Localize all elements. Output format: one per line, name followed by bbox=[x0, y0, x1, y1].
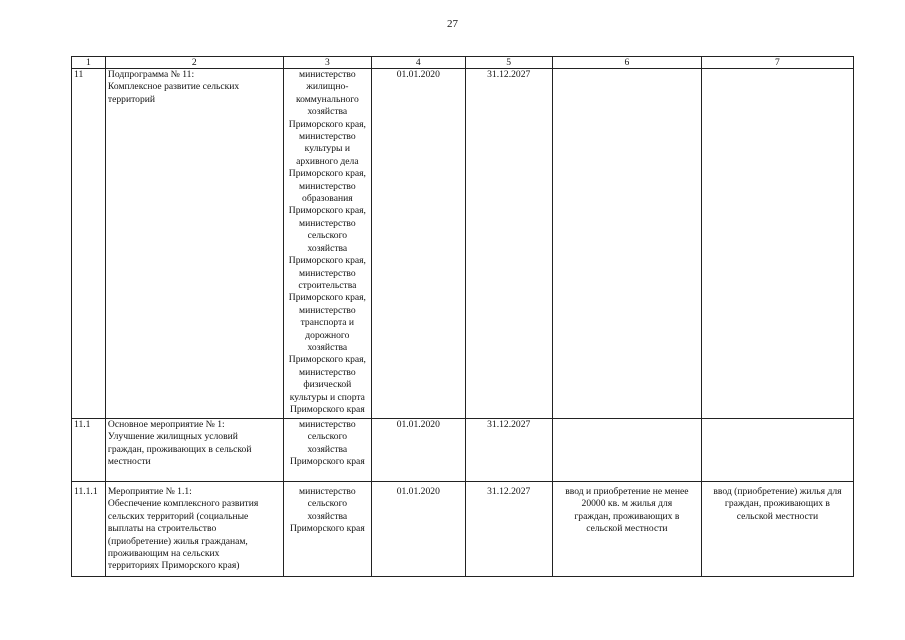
executor-line: министерство bbox=[299, 486, 356, 497]
header-cell-7: 7 bbox=[701, 57, 853, 69]
activity-name-cell bbox=[105, 69, 283, 419]
executor-line: министерство bbox=[299, 180, 356, 192]
executor-line: коммунального bbox=[295, 93, 359, 105]
executor-line: министерство bbox=[299, 217, 356, 229]
row-number-cell bbox=[72, 482, 106, 577]
start-date-text: 01.01.2020 bbox=[396, 486, 440, 497]
expected-result-cell bbox=[552, 69, 701, 419]
table-row bbox=[72, 69, 854, 419]
executor-line: транспорта и bbox=[300, 317, 355, 329]
row-number-text: 11.1.1 bbox=[74, 486, 98, 497]
activity-name-line: территориях Приморского края) bbox=[107, 560, 240, 572]
expected-result-cell bbox=[552, 419, 701, 482]
executor-line: хозяйства bbox=[307, 242, 348, 254]
header-row bbox=[72, 57, 854, 69]
indicator-link-cell bbox=[701, 482, 853, 577]
activity-name-line: выплаты на строительство bbox=[107, 523, 217, 535]
activity-name-line: граждан, проживающих в сельской bbox=[107, 443, 252, 455]
executor-line: хозяйства bbox=[307, 443, 348, 455]
executor-line: Приморского края, bbox=[288, 255, 366, 267]
header-cell-5: 5 bbox=[465, 57, 552, 69]
executor-cell bbox=[283, 419, 371, 482]
executor-line: министерство bbox=[299, 366, 356, 378]
start-date-cell bbox=[372, 482, 466, 577]
indicator-link-line: граждан, проживающих в bbox=[724, 498, 830, 510]
executor-line: Приморского края bbox=[289, 456, 365, 468]
executor-line: хозяйства bbox=[307, 341, 348, 353]
table-body bbox=[72, 69, 854, 577]
activity-name-line: Улучшение жилищных условий bbox=[107, 431, 238, 443]
indicator-link-cell bbox=[701, 419, 853, 482]
page-number: 27 bbox=[447, 18, 458, 30]
executor-line: Приморского края bbox=[289, 523, 365, 535]
activity-name-line: территорий bbox=[107, 93, 156, 105]
activity-name-line: Обеспечение комплексного развития bbox=[107, 498, 259, 510]
executor-line: Приморского края, bbox=[288, 205, 366, 217]
activity-name-line: местности bbox=[107, 456, 151, 468]
table-row bbox=[72, 419, 854, 482]
executor-line: министерство bbox=[299, 131, 356, 143]
end-date-cell bbox=[465, 419, 552, 482]
activity-name-line: Мероприятие № 1.1: bbox=[107, 486, 192, 497]
activity-name-line: проживающим на сельских bbox=[107, 548, 220, 560]
executor-cell bbox=[283, 69, 371, 419]
executor-line: физической bbox=[303, 379, 352, 391]
end-date-text: 31.12.2027 bbox=[487, 69, 531, 80]
expected-result-line: 20000 кв. м жилья для bbox=[581, 498, 673, 510]
executor-line: министерство bbox=[299, 304, 356, 316]
activity-name-line: Основное мероприятие № 1: bbox=[107, 419, 225, 430]
expected-result-line: граждан, проживающих в bbox=[574, 510, 680, 522]
header-cell-2: 2 bbox=[105, 57, 283, 69]
executor-line: культуры и спорта bbox=[289, 391, 365, 403]
executor-line: Приморского края bbox=[289, 403, 365, 415]
start-date-cell bbox=[372, 69, 466, 419]
row-number-cell bbox=[72, 419, 106, 482]
executor-line: министерство bbox=[299, 267, 356, 279]
header-cell-3: 3 bbox=[283, 57, 371, 69]
row-number-text: 11.1 bbox=[74, 419, 91, 430]
start-date-cell bbox=[372, 419, 466, 482]
executor-line: сельского bbox=[307, 230, 348, 242]
indicator-link-cell bbox=[701, 69, 853, 419]
executor-line: сельского bbox=[307, 498, 348, 510]
table-row bbox=[72, 482, 854, 577]
executor-line: Приморского края, bbox=[288, 354, 366, 366]
executor-line: Приморского края, bbox=[288, 168, 366, 180]
activity-name-cell bbox=[105, 419, 283, 482]
activity-name-cell bbox=[105, 482, 283, 577]
executor-line: дорожного bbox=[305, 329, 350, 341]
executor-line: министерство bbox=[299, 419, 356, 430]
activity-name-line: сельских территорий (социальные bbox=[107, 510, 249, 522]
executor-line: Приморского края, bbox=[288, 118, 366, 130]
start-date-text: 01.01.2020 bbox=[396, 69, 440, 80]
executor-cell bbox=[283, 482, 371, 577]
executor-line: культуры и bbox=[304, 143, 351, 155]
activity-name-line: Комплексное развитие сельских bbox=[107, 81, 240, 93]
executor-line: хозяйства bbox=[307, 106, 348, 118]
program-table bbox=[71, 56, 854, 577]
expected-result-cell bbox=[552, 482, 701, 577]
header-cell-1: 1 bbox=[72, 57, 106, 69]
activity-name-line: (приобретение) жилья гражданам, bbox=[107, 535, 248, 547]
header-cell-6: 6 bbox=[552, 57, 701, 69]
executor-line: хозяйства bbox=[307, 510, 348, 522]
end-date-text: 31.12.2027 bbox=[487, 419, 531, 430]
end-date-text: 31.12.2027 bbox=[487, 486, 531, 497]
end-date-cell bbox=[465, 482, 552, 577]
activity-name-line: Подпрограмма № 11: bbox=[107, 69, 195, 80]
executor-line: министерство bbox=[299, 69, 356, 80]
header-cell-4: 4 bbox=[372, 57, 466, 69]
executor-line: образования bbox=[302, 193, 353, 205]
indicator-link-line: сельской местности bbox=[736, 510, 819, 522]
start-date-text: 01.01.2020 bbox=[396, 419, 440, 430]
expected-result-line: сельской местности bbox=[586, 523, 668, 535]
row-number-text: 11 bbox=[74, 69, 84, 80]
row-number-cell bbox=[72, 69, 106, 419]
indicator-link-line: ввод (приобретение) жилья для bbox=[713, 486, 842, 497]
executor-line: архивного дела bbox=[296, 155, 359, 167]
expected-result-line: ввод и приобретение не менее bbox=[565, 486, 689, 497]
end-date-cell bbox=[465, 69, 552, 419]
executor-line: Приморского края, bbox=[288, 292, 366, 304]
executor-line: сельского bbox=[307, 431, 348, 443]
executor-line: строительства bbox=[298, 279, 357, 291]
executor-line: жилищно- bbox=[306, 81, 349, 93]
